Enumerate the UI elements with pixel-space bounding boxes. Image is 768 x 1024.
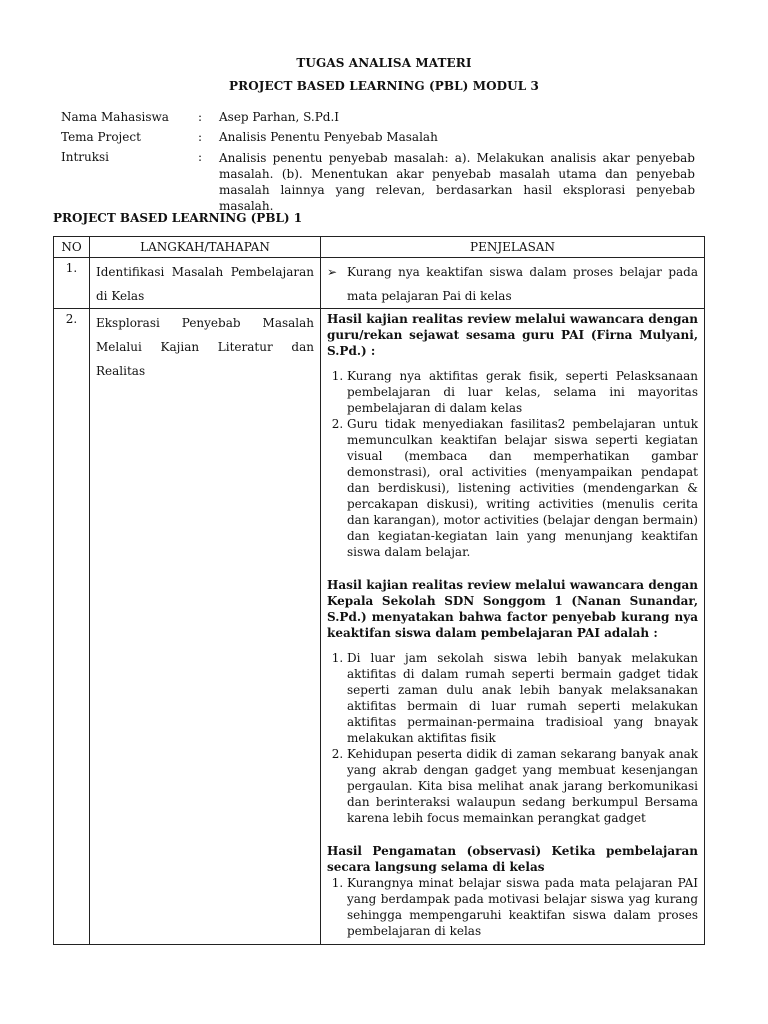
meta-colon: : <box>198 150 203 164</box>
meta-row-instruction <box>61 150 701 214</box>
description-text: Kurang nya keaktifan siswa dalam proses belajar pada mata pelajaran Pai di kelas <box>347 265 698 303</box>
list-item: 1. Di luar jam sekolah siswa lebih banyak melakukan aktifitas di dalam rumah seperti bermain gadget tidak seperti zaman dulu anak lebih banyak melaksanakan aktifitas bermain di luar rumah seperti melakukan aktifitas permainan-permaina tradisioal yang bnayak melakukan aktifitas fisik <box>347 650 698 746</box>
step-text: Eksplorasi Penyebab Masalah <box>96 316 314 330</box>
column-header-description: PENJELASAN <box>321 237 705 258</box>
step-text: Identifikasi Masalah Pembelajaran <box>96 265 314 279</box>
list-item: 2. Guru tidak menyediakan fasilitas2 pembelajaran untuk memunculkan keaktifan belajar siswa seperti kegiatan visual (membaca dan memperhatikan gambar demonstrasi), oral activities (menyampaikan pendapat dan berdiskusi), listening activities (mendengarkan & percakapan diskusi), writing activities (menulis cerita dan karangan), motor activities (belajar dengan bermain) dan kegiatan-kegiatan lain yang menunjang keaktifan siswa dalam belajar. <box>347 416 698 560</box>
meta-row-theme <box>61 130 701 144</box>
table-row <box>54 309 705 945</box>
observation-list <box>327 875 698 939</box>
list-item: 2. Kehidupan peserta didik di zaman sekarang banyak anak yang akrab dengan gadget yang membuat kesenjangan pergaulan. Kita bisa melihat anak jarang berkomunikasi dan berinteraksi walaupun sedang berkumpul Bersama karena lebih focus memainkan perangkat gadget <box>347 746 698 826</box>
meta-colon: : <box>198 110 203 124</box>
interview-principal-list <box>327 650 698 826</box>
meta-value-student-name: Asep Parhan, S.Pd.I <box>219 110 340 124</box>
step-text: di Kelas <box>96 289 145 303</box>
description-cell <box>321 258 705 309</box>
document-title: TUGAS ANALISA MATERI <box>296 56 472 70</box>
table-row <box>54 258 705 309</box>
column-header-no: NO <box>54 237 90 258</box>
list-item: 1. Kurangnya minat belajar siswa pada mata pelajaran PAI yang berdampak pada motivasi belajar siswa yag kurang sehingga mempengaruhi keaktifan siswa dalam proses pembelajaran di kelas <box>347 875 698 939</box>
column-header-step: LANGKAH/TAHAPAN <box>90 237 321 258</box>
observation-heading: Hasil Pengamatan (observasi) Ketika pembelajaran secara langsung selama di kelas <box>327 844 698 874</box>
meta-row-name <box>61 110 701 124</box>
meta-colon: : <box>198 130 203 144</box>
step-text: Realitas <box>96 364 146 378</box>
row-number: 1. <box>54 258 90 309</box>
section-heading: PROJECT BASED LEARNING (PBL) 1 <box>53 211 303 225</box>
meta-value-instruction: Analisis penentu penyebab masalah: a). Melakukan analisis akar penyebab masalah. (b). Menentukan akar penyebab masalah utama dan penyebab masalah lainnya yang relevan, berdasarkan hasil eksplorasi penyebab masalah. <box>219 151 695 213</box>
meta-value-project-theme: Analisis Penentu Penyebab Masalah <box>219 130 438 144</box>
meta-label: Tema Project <box>61 130 141 144</box>
arrow-bullet-icon: ➢ <box>327 265 338 279</box>
meta-label: Nama Mahasiswa <box>61 110 169 124</box>
pbl-table <box>53 236 705 945</box>
table-header-row <box>54 237 705 258</box>
interview-teacher-heading: Hasil kajian realitas review melalui wawancara dengan guru/rekan sejawat sesama guru PAI (Firna Mulyani, S.Pd.) : <box>327 312 698 358</box>
step-cell <box>90 258 321 309</box>
description-cell <box>321 309 705 945</box>
interview-teacher-list <box>327 368 698 560</box>
interview-principal-heading: Hasil kajian realitas review melalui wawancara dengan Kepala Sekolah SDN Songgom 1 (Nanan Sunandar, S.Pd.) menyatakan bahwa factor penyebab kurang nya keaktifan siswa dalam pembelajaran PAI adalah : <box>327 578 698 640</box>
list-item: 1. Kurang nya aktifitas gerak fisik, seperti Pelasksanaan pembelajaran di luar kelas, selama ini mayoritas pembelajaran di dalam kelas <box>347 368 698 416</box>
step-cell <box>90 309 321 945</box>
meta-label: Intruksi <box>61 150 110 164</box>
step-text: Melalui Kajian Literatur dan <box>96 340 314 354</box>
document-subtitle: PROJECT BASED LEARNING (PBL) MODUL 3 <box>229 79 539 93</box>
row-number: 2. <box>54 309 90 945</box>
